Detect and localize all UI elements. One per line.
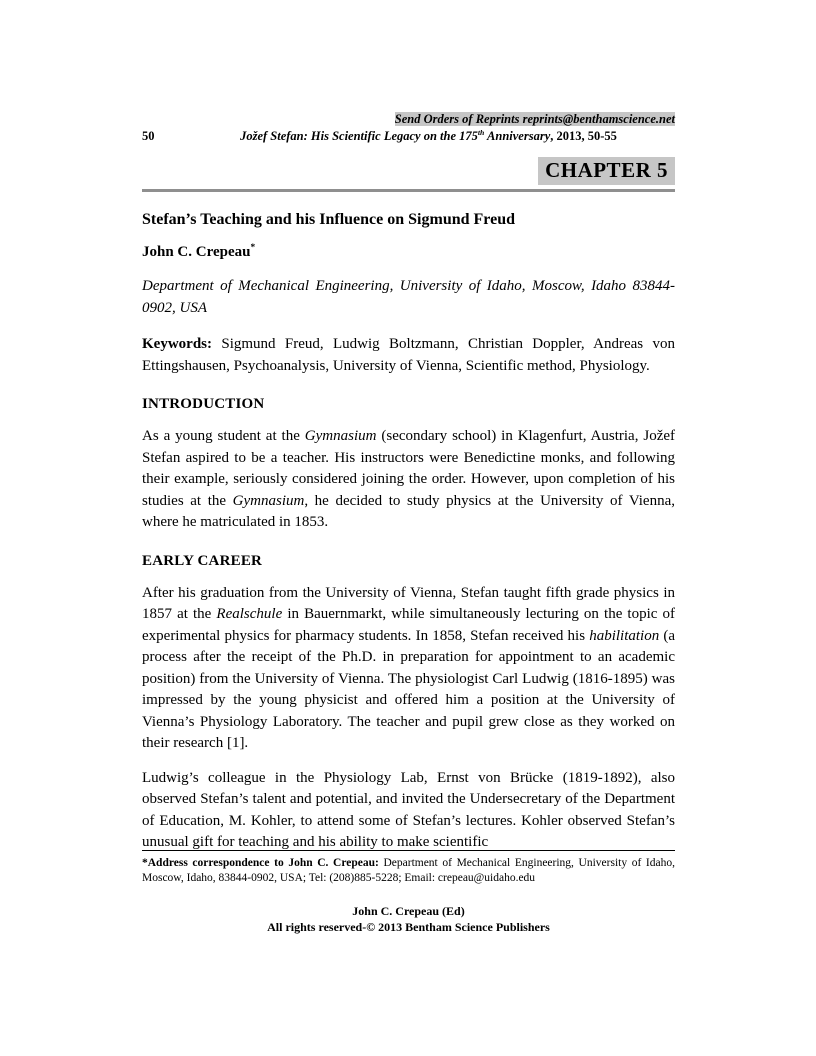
- paragraph: Ludwig’s colleague in the Physiology Lab, Ernst von Brücke (1819-1892), also observed Stefan’s talent and potential, and invited the Undersecretary of the Department of Education, M. Kohler, to attend some of Stefan’s lectures. Kohler observed Stefan’s unusual gift for teaching and his ability to make scientific: [142, 769, 675, 850]
- running-head: [142, 129, 675, 144]
- section-early-career: [142, 553, 675, 854]
- section-heading-early-career: EARLY CAREER: [142, 552, 263, 569]
- page-content: [142, 112, 675, 854]
- chapter-label: CHAPTER 5: [538, 157, 675, 185]
- editor-line: John C. Crepeau (Ed): [352, 904, 465, 918]
- paragraph: As a young student at the Gymnasium (secondary school) in Klagenfurt, Austria, Jožef Stefan aspired to be a teacher. His instructors were Benedictine monks, and following their example, seriously considered joining the order. However, upon completion of his studies at the Gymnasium, he decided to study physics at the University of Vienna, where he matriculated in 1853.: [142, 428, 675, 530]
- correspondence-footnote: *Address correspondence to John C. Crepeau: Department of Mechanical Engineering, University of Idaho, Moscow, Idaho, 83844-0902, USA; Tel: (208)885-5228; Email: crepeau@uidaho.edu: [142, 857, 675, 884]
- page-number: 50: [142, 129, 155, 143]
- running-title: Jožef Stefan: His Scientific Legacy on the 175th Anniversary, 2013, 50-55: [240, 127, 617, 143]
- keywords-paragraph: Keywords: Sigmund Freud, Ludwig Boltzmann, Christian Doppler, Andreas von Ettingshausen, Psychoanalysis, University of Vienna, Scientific method, Physiology.: [142, 336, 675, 374]
- rights-line: All rights reserved-© 2013 Bentham Science Publishers: [267, 920, 550, 934]
- article-title: Stefan’s Teaching and his Influence on Sigmund Freud: [142, 211, 515, 228]
- chapter-line: [142, 157, 675, 185]
- footnote-rule: [142, 850, 675, 851]
- section-heading-introduction: INTRODUCTION: [142, 396, 265, 412]
- section-introduction: [142, 396, 675, 534]
- author-affiliation: Department of Mechanical Engineering, University of Idaho, Moscow, Idaho 83844-0902, USA: [142, 278, 675, 316]
- article-body: [142, 211, 675, 854]
- reprint-order-text: Send Orders of Reprints reprints@benthamscience.net: [394, 112, 675, 126]
- page-foot-zone: [142, 850, 675, 935]
- publisher-footer: [142, 903, 675, 935]
- header-rule: [142, 189, 675, 192]
- paragraph: After his graduation from the University of Vienna, Stefan taught fifth grade physics in 1857 at the Realschule in Bauernmarkt, while simultaneously lecturing on the topic of experimental physics for pharmacy students. In 1858, Stefan received his habilitation (a process after the receipt of the Ph.D. in preparation for appointment to an academic position) from the University of Vienna. The physiologist Carl Ludwig (1816-1895) was impressed by the young physicist and offered him a position at the University of Vienna’s Physiology Laboratory. The teacher and pupil grew close as they worked on their research [1].: [142, 584, 676, 751]
- reprint-order-line: [142, 112, 675, 127]
- author-line: John C. Crepeau*: [142, 243, 256, 260]
- page-header: [142, 112, 675, 192]
